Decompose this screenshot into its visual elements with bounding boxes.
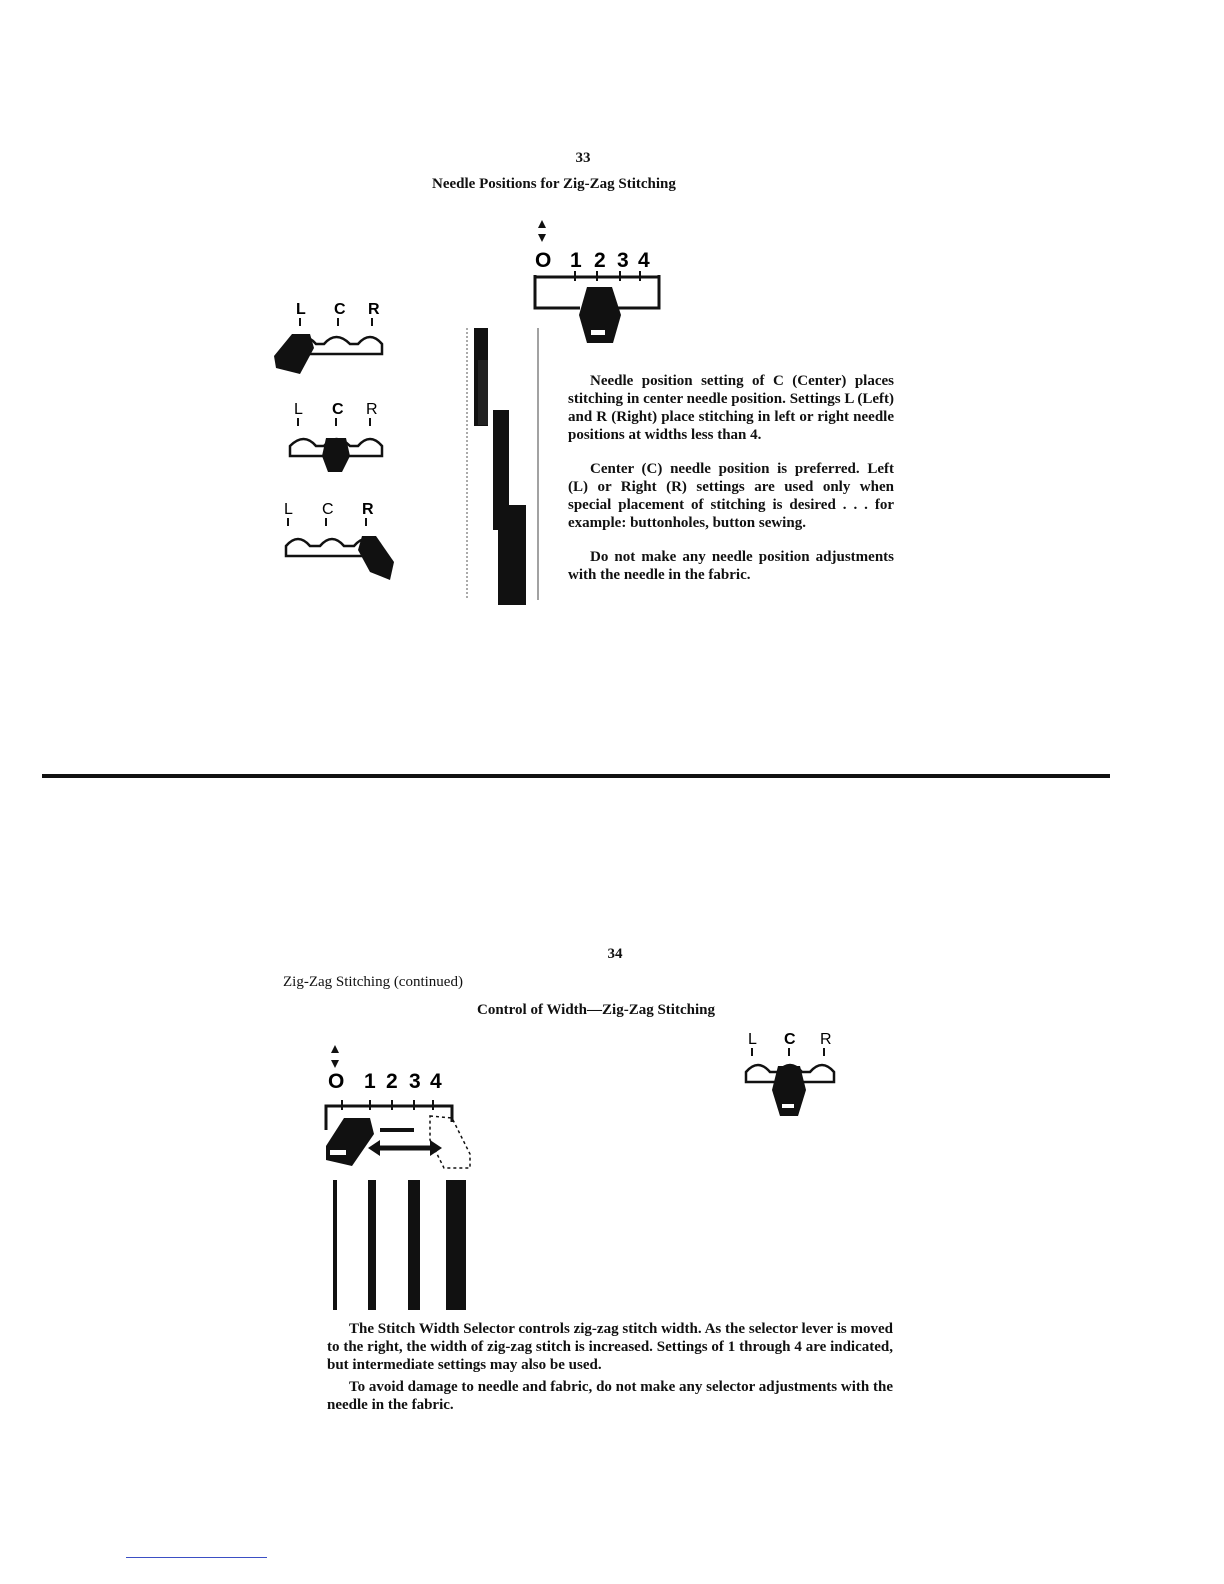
lcr-label-l-2: L <box>294 401 303 418</box>
dial-number-4: 4 <box>638 249 650 272</box>
dial-number-3-34: 3 <box>409 1070 421 1093</box>
needle-position-center-diagram-34 <box>738 1026 848 1126</box>
width-selector-lever-diagram <box>318 1042 488 1172</box>
paragraph-avoid-damage: To avoid damage to needle and fabric, do not make any selector adjustments with the needle in the fabric. <box>327 1379 893 1413</box>
dial-number-4-34: 4 <box>430 1070 442 1093</box>
dial-number-2: 2 <box>594 249 606 272</box>
page-34-title: Control of Width—Zig-Zag Stitching <box>477 1002 715 1018</box>
paragraph-stitch-width-selector: The Stitch Width Selector controls zig-zag stitch width. As the selector lever is moved to the right, the width of zig-zag stitch is increased. Settings of 1 through 4 are indicated, but intermediate settings may also be used. <box>327 1321 893 1373</box>
needle-position-center-diagram <box>290 401 382 472</box>
dial-number-2-34: 2 <box>386 1070 398 1093</box>
stitch-width-1 <box>368 1180 376 1310</box>
lcr-label-r-2: R <box>366 401 378 418</box>
page-34-section-title: Zig-Zag Stitching (continued) <box>283 974 463 990</box>
lcr-label-r-3: R <box>362 501 374 518</box>
page-33-text-block <box>568 372 894 600</box>
page-34-text-block <box>327 1320 893 1430</box>
needle-position-left-diagram <box>274 301 382 374</box>
width-selector-dial-diagram <box>525 215 670 350</box>
lcr-label-c-34: C <box>784 1031 796 1048</box>
needle-position-diagrams <box>270 296 400 586</box>
lcr-label-c: C <box>334 301 346 318</box>
paragraph-needle-position-setting: Needle position setting of C (Center) places stitching in center needle position. Settings L (Left) and R (Right) place stitching in left or right needle positions at widths less than 4. <box>568 373 894 443</box>
page-33-title: Needle Positions for Zig-Zag Stitching <box>432 176 676 192</box>
stitch-width-2 <box>408 1180 420 1310</box>
lcr-label-c-2: C <box>332 401 344 418</box>
paragraph-center-preferred: Center (C) needle position is preferred. Left (L) or Right (R) settings are used only when special placement of stitching is desired . . . for example: buttonholes, button sewing. <box>568 461 894 531</box>
lcr-label-r: R <box>368 301 380 318</box>
dial-zero-label: O <box>535 249 552 272</box>
lcr-label-l-3: L <box>284 501 293 518</box>
dial-number-3: 3 <box>617 249 629 272</box>
lcr-label-l: L <box>296 301 306 318</box>
lcr-label-l-34: L <box>748 1031 757 1048</box>
page-number-33: 33 <box>575 150 591 166</box>
paragraph-no-adjustments: Do not make any needle position adjustments with the needle in the fabric. <box>568 549 894 583</box>
dial-number-1-34: 1 <box>364 1070 376 1093</box>
stitch-width-3 <box>446 1180 466 1310</box>
page-number-34: 34 <box>607 946 623 962</box>
lcr-label-r-34: R <box>820 1031 832 1048</box>
stitch-placement-illustration <box>460 320 545 610</box>
page-divider <box>42 774 1110 778</box>
stitch-width-0 <box>333 1180 337 1310</box>
lcr-label-c-3: C <box>322 501 334 518</box>
needle-position-right-diagram <box>284 501 394 580</box>
dial-number-1: 1 <box>570 249 582 272</box>
stitch-width-bars <box>328 1175 473 1315</box>
dial-zero-label-34: O <box>328 1070 345 1093</box>
footer-rule <box>126 1557 267 1558</box>
